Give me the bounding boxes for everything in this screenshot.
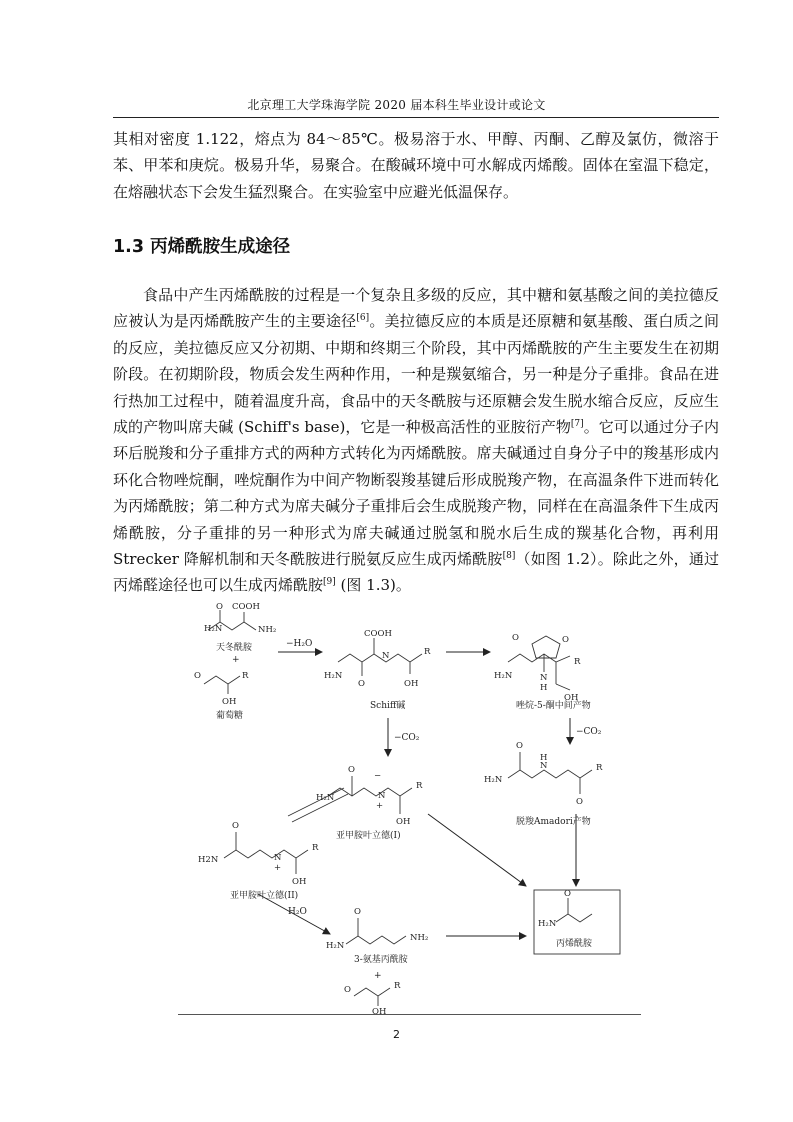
oxazolidinone-oh: OH xyxy=(564,693,579,703)
amadori-label: 脱羧Amadori产物 xyxy=(516,817,591,827)
amadori-h2n: H₂N xyxy=(484,775,503,785)
decarboxylation-label-b: −CO₂ xyxy=(576,727,602,737)
plus-sign-2: + xyxy=(374,971,382,981)
aldehyde-o: O xyxy=(344,985,351,995)
schiff-label: Schiff碱 xyxy=(370,701,406,711)
citation-8[interactable]: [8] xyxy=(502,551,516,562)
body-text-b: 。美拉德反应的本质是还原糖和氨基酸、蛋白质之间的反应，美拉德反应又分初期、中期和终期三个阶段，其中丙烯酰胺的产生主要发生在初期阶段。在初期阶段，物质会发生两种作用，一种是羰氨缩合，另一种是分子重排。食品在进行热加工过程中，随着温度升高，食品中的天冬酰胺与还原糖会发生脱水缩合反应，反应生成的产物叫席夫碱 (Schiff's base)，它是一种极高活性的亚胺衍产物 xyxy=(113,312,719,437)
schiff-o: O xyxy=(358,679,365,689)
decarboxylation-label-a: −CO₂ xyxy=(394,733,420,743)
page-number: 2 xyxy=(393,1028,400,1041)
dehydration-label: −H₂O xyxy=(286,639,313,649)
amadori-h: H xyxy=(540,753,548,763)
aminopropionamide-structure xyxy=(346,936,406,944)
asparagine-cooh: COOH xyxy=(232,602,260,612)
acrylamide-o: O xyxy=(564,889,571,899)
citation-9[interactable]: [9] xyxy=(323,577,336,588)
amine-h2n: H₂N xyxy=(326,941,345,951)
ylide-2-structure xyxy=(224,850,308,858)
arrow-ylide1-to-acrylamide xyxy=(428,814,526,886)
amadori-o: O xyxy=(516,741,523,751)
asparagine-o: O xyxy=(216,602,223,612)
body-text-e: (图 1.3)。 xyxy=(335,576,411,595)
ylide2-n: N xyxy=(274,853,282,863)
amadori-structure xyxy=(508,770,592,778)
asparagine-h2n: H₂N xyxy=(204,624,223,634)
ylide1-n: N xyxy=(378,791,386,801)
body-text-c: 。它可以通过分子内环后脱羧和分子重排方式的两种方式转化为丙烯酰胺。席夫碱通过自身分子中的羧基形成内环化合物唑烷酮，唑烷酮作为中间产物断裂羧基键后形成脱羧产物，在高温条件下进而转化为丙烯酰胺；第二种方式为席夫碱分子重排后会生成脱羧产物，同样在在高温条件下生成丙烯酰胺，分子重排的另一种形式为席夫碱通过脱氢和脱水后生成的羰基化合物，再利用 Strecker 降解机制和天冬酰胺进行脱氨反应生成丙烯酰胺 xyxy=(113,418,719,569)
glucose-label: 葡萄糖 xyxy=(216,711,244,721)
body-text-a: 食品中产生丙烯酰胺的过程是一个复杂且多级的反应，其中糖和氨基酸之间的美拉德反应被认为是丙烯酰胺产生的主要途径 xyxy=(113,286,719,331)
header-rule xyxy=(113,117,719,118)
amadori-r: R xyxy=(596,763,603,773)
ylide2-label: 亚甲胺叶立德(II) xyxy=(230,891,299,901)
ylide1-minus: − xyxy=(374,771,382,781)
reaction-scheme-figure xyxy=(178,600,641,1014)
oxazolidinone-o1: O xyxy=(512,633,519,643)
asparagine-label: 天冬酰胺 xyxy=(216,643,253,653)
ylide2-plus: + xyxy=(274,863,282,873)
oxazolidinone-h: H xyxy=(540,683,548,693)
ylide2-o: O xyxy=(232,821,239,831)
section-title: 1.3 丙烯酰胺生成途径 xyxy=(113,237,291,257)
glucose-o: O xyxy=(194,671,201,681)
figure-bottom-rule xyxy=(178,1014,641,1015)
oxazolidinone-label: 唑烷-5-酮中间产物 xyxy=(516,701,591,711)
ylide2-r: R xyxy=(312,843,319,853)
ylide1-o: O xyxy=(348,765,355,775)
oxazolidinone-h2n: H₂N xyxy=(494,671,513,681)
ylide1-h2n: H₂N xyxy=(316,793,335,803)
ylide1-plus: + xyxy=(376,801,384,811)
asparagine-nh2: NH₂ xyxy=(258,625,277,635)
aldehyde-r: R xyxy=(394,981,401,991)
oxazolidinone-r: R xyxy=(574,657,581,667)
aldehyde-structure xyxy=(354,988,390,996)
amadori-o2: O xyxy=(576,797,583,807)
hydrolysis-label: H₂O xyxy=(288,907,307,917)
citation-6[interactable]: [6] xyxy=(356,313,370,324)
aminopropionamide-label: 3-氨基丙酰胺 xyxy=(354,955,408,965)
amadori-n: N xyxy=(540,761,548,771)
ylide2-oh: OH xyxy=(292,877,307,887)
glucose-structure xyxy=(204,676,240,684)
oxazolidinone-n: N xyxy=(540,673,548,683)
body-paragraph xyxy=(113,282,719,599)
plus-sign-1: + xyxy=(232,655,240,665)
aldehyde-oh: OH xyxy=(372,1007,387,1014)
page-header: 北京理工大学珠海学院 2020 届本科生毕业设计或论文 xyxy=(247,98,546,112)
glucose-r: R xyxy=(242,671,249,681)
citation-7[interactable]: [7] xyxy=(570,419,584,430)
ylide1-r: R xyxy=(416,781,423,791)
schiff-n: N xyxy=(382,651,390,661)
acrylamide-label: 丙烯酰胺 xyxy=(556,939,593,949)
schiff-cooh: COOH xyxy=(364,629,392,639)
schiff-h2n: H₂N xyxy=(324,671,343,681)
acrylamide-h2n: H₂N xyxy=(538,919,557,929)
body-text-d: （如图 1.2）。除此之外，通过丙烯醛途径也可以生成丙烯酰胺 xyxy=(113,550,719,595)
intro-paragraph: 其相对密度 1.122，熔点为 84～85℃。极易溶于水、甲醇、丙酮、乙醇及氯仿，微溶于苯、甲苯和庚烷。极易升华，易聚合。在酸碱环境中可水解成丙烯酸。固体在室温下稳定，在熔融状态下会发生猛烈聚合。在实验室中应避光低温保存。 xyxy=(113,130,719,201)
ylide1-oh: OH xyxy=(396,817,411,827)
oxazolidinone-o2: O xyxy=(562,635,569,645)
amine-o: O xyxy=(354,907,361,917)
schiff-oh: OH xyxy=(404,679,419,689)
acrylamide-structure xyxy=(556,914,592,922)
amine-nh2: NH₂ xyxy=(410,933,429,943)
schiff-r: R xyxy=(424,647,431,657)
glucose-oh: OH xyxy=(222,697,237,707)
ylide2-h2n: H2N xyxy=(198,855,219,865)
schiff-base-structure xyxy=(338,654,422,662)
ylide1-label: 亚甲胺叶立德(I) xyxy=(336,831,401,841)
